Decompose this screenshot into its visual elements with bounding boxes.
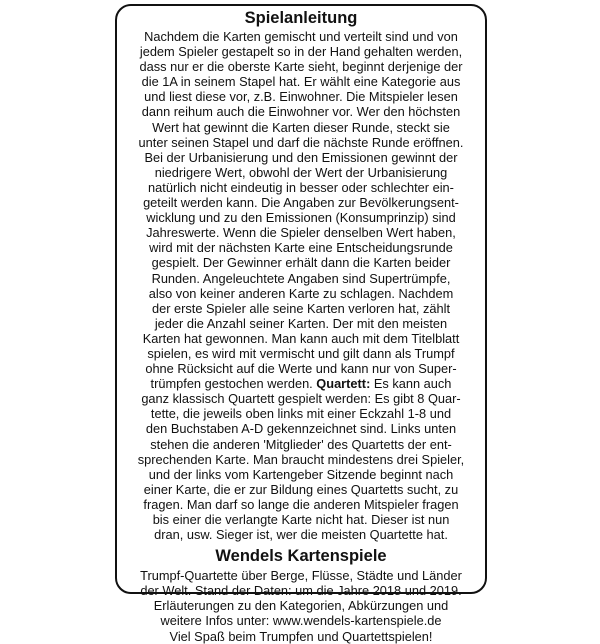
text-line: ganz klassisch Quartett gespielt werden: Es gibt 8 Quar- xyxy=(141,391,461,407)
footer-line: Erläuterungen zu den Kategorien, Abkürzungen und xyxy=(153,598,449,614)
text-line: dann reihum auch die Einwohner vor. Wer den höchsten xyxy=(141,104,461,120)
footer-line: der Welt. Stand der Daten: um die Jahre 2018 und 2019. xyxy=(140,583,462,599)
text-line: ohne Rücksicht auf die Werte und kann nur von Super- xyxy=(145,361,457,377)
text-line: jedem Spieler gestapelt so in der Hand gehalten werden, xyxy=(139,44,463,60)
text-line: Jahreswerte. Wenn die Spieler denselben Wert haben, xyxy=(146,225,456,241)
text-line: also von keiner anderen Karte zu schlagen. Nachdem xyxy=(148,285,454,301)
footer-text xyxy=(117,568,485,643)
text-line: tette, die jeweils oben links mit einer Eckzahl 1-8 und xyxy=(150,406,452,422)
text-line: gespielt. Der Gewinner erhält dann die Karten beider xyxy=(151,255,451,271)
text-line: und liest diese vor, z.B. Einwohner. Die Mitspieler lesen xyxy=(144,89,458,105)
text-line: jeder die Anzahl seiner Karten. Der mit den meisten xyxy=(154,315,448,331)
footer-line: Viel Spaß beim Trumpfen und Quartettspielen! xyxy=(169,628,433,644)
text-line: den Buchstaben A-D gekennzeichnet sind. Links unten xyxy=(145,421,457,437)
quartett-label: Quartett: xyxy=(316,376,371,392)
text-line: stehen die anderen 'Mitglieder' des Quartetts der ent- xyxy=(150,436,452,452)
text-line: dass nur er die oberste Karte sieht, beginnt derjenige der xyxy=(139,59,463,75)
text-line: Nachdem die Karten gemischt und verteilt sind und von xyxy=(144,29,458,44)
text-line: natürlich nicht eindeutig in besser oder schlechter ein- xyxy=(148,179,454,195)
text-line: Bei der Urbanisierung und den Emissionen gewinnt der xyxy=(144,149,458,165)
footer-title: Wendels Kartenspiele xyxy=(215,547,387,566)
footer-line: weitere Infos unter: www.wendels-kartenspiele.de xyxy=(160,613,442,629)
footer-line: Trumpf-Quartette über Berge, Flüsse, Städte und Länder xyxy=(140,568,462,584)
instruction-card xyxy=(115,4,487,644)
text-line: Wert hat gewinnt die Karten dieser Runde, steckt sie xyxy=(152,119,450,135)
text-line: dran, usw. Sieger ist, wer die meisten Quartette hat. xyxy=(154,527,448,543)
text-line: der erste Spieler alle seine Karten verloren hat, zählt xyxy=(151,300,451,316)
text-line: und der links vom Kartengeber Sitzende beginnt nach xyxy=(148,466,454,482)
text-line: bis einer die verlangte Karte nicht hat. Dieser ist nun xyxy=(152,512,450,527)
text-line: wird mit der nächsten Karte eine Entscheidungsrunde xyxy=(149,240,453,256)
text-line: spielen, es wird mit vermischt und gilt dann als Trumpf xyxy=(147,345,455,361)
instructions-text xyxy=(117,29,485,542)
text-segment: trümpfen gestochen werden. xyxy=(150,376,317,392)
text-segment: Es kann auch xyxy=(370,376,452,392)
text-line: einer Karte, die er zur Bildung eines Quartetts sucht, zu xyxy=(143,481,459,497)
text-line: Runden. Angeleuchtete Angaben sind Supertrümpfe, xyxy=(151,270,451,286)
text-line: geteilt werden kann. Die Angaben zur Bevölkerungsent- xyxy=(143,195,459,211)
page-title: Spielanleitung xyxy=(244,9,358,27)
text-line: sprechenden Karte. Man braucht mindestens drei Spieler, xyxy=(137,451,465,467)
text-line: Karten hat gewonnen. Man kann auch mit dem Titelblatt xyxy=(142,330,460,346)
text-line: niedrigere Wert, obwohl der Wert der Urbanisierung xyxy=(154,164,448,180)
text-line: wicklung und zu den Emissionen (Konsumprinzip) sind xyxy=(146,210,456,226)
text-line: die 1A in seinem Stapel hat. Er wählt eine Kategorie aus xyxy=(141,74,461,90)
text-line: unter seinen Stapel und darf die nächste Runde eröffnen. xyxy=(138,134,464,150)
quartett-line xyxy=(123,376,479,391)
text-line: fragen. Man darf so lange die anderen Mitspieler fragen xyxy=(143,496,459,512)
